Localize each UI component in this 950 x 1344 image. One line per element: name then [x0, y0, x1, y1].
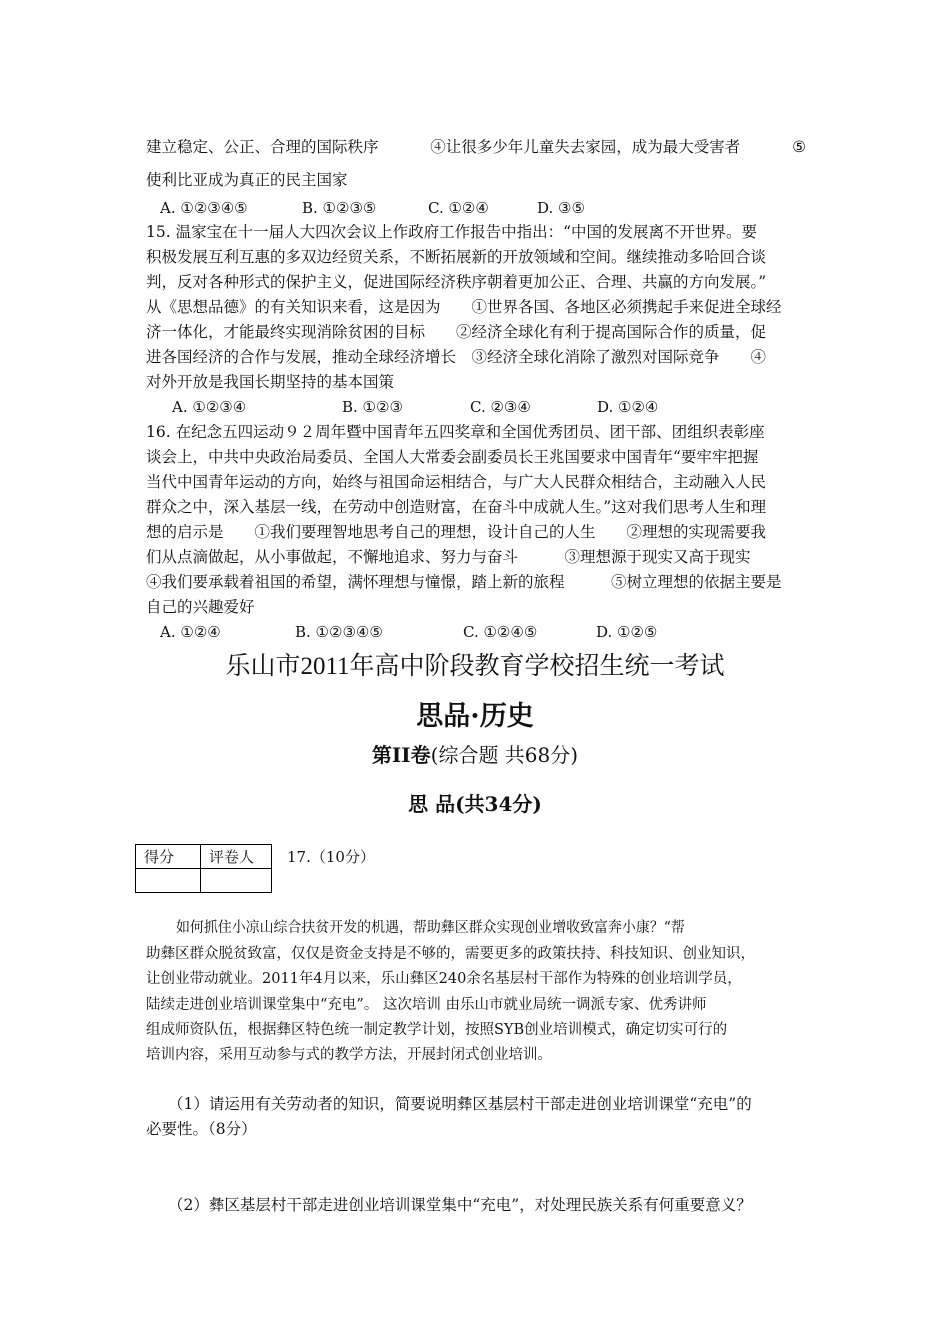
q14-option-a: A. ①②③④⑤ — [160, 199, 248, 217]
q16-option-a: A. ①②④ — [160, 623, 221, 641]
q14-line-1a: 建立稳定、公正、合理的国际秩序 — [146, 138, 379, 156]
volume-title — [0, 741, 950, 769]
q17-sub2: （2）彝区基层村干部走进创业培训课堂集中“充电”，对处理民族关系有何重要意义？ — [168, 1196, 752, 1214]
q16-line-5: 想的启示是 ①我们要理智地思考自己的理想，设计自己的人生 ②理想的实现需要我 — [146, 523, 767, 541]
score-cell[interactable] — [136, 869, 201, 893]
q17-sub1-line-2: 必要性。（8分） — [146, 1120, 257, 1138]
q17-label: 17.（10分） — [287, 848, 375, 866]
q14-line-2: 使利比亚成为真正的民主国家 — [146, 171, 348, 189]
q17-paragraph-line-3: 让创业带动就业。2011年4月以来，乐山彝区240余名基层村干部作为特殊的创业培训学员， — [146, 971, 742, 987]
q14-option-c: C. ①②④ — [428, 199, 489, 217]
volume-title-bold: 第II卷 — [371, 743, 431, 767]
q14-line-1b: ④让很多少年儿童失去家园，成为最大受害者 — [430, 138, 741, 156]
q16-option-b: B. ①②③④⑤ — [295, 623, 383, 641]
score-table — [135, 844, 272, 893]
exam-title: 乐山市2011年高中阶段教育学校招生统一考试 — [225, 653, 725, 680]
q16-line-4: 群众之中，深入基层一线，在劳动中创造财富，在奋斗中成就人生。”这对我们思考人生和理 — [146, 498, 767, 516]
q16-line-3: 当代中国青年运动的方向，始终与祖国命运相结合，与广大人民群众相结合，主动融入人民 — [146, 473, 767, 491]
grader-header: 评卷人 — [201, 845, 272, 869]
q16-line-2: 谈会上，中共中央政治局委员、全国人大常委会副委员长王兆国要求中国青年“要牢牢把握 — [146, 448, 759, 466]
subject-title: 思品·历史 — [416, 701, 534, 732]
q15-line-1: 15. 温家宝在十一届人大四次会议上作政府工作报告中指出：“中国的发展离不开世界。要 — [146, 223, 758, 241]
q15-line-5: 济一体化，才能最终实现消除贫困的目标 ②经济全球化有利于提高国际合作的质量，促 — [146, 323, 767, 341]
volume-title-rest: (综合题 共68分) — [430, 743, 579, 767]
q15-option-b: B. ①②③ — [342, 398, 403, 416]
q15-line-2: 积极发展互利互惠的多双边经贸关系，不断拓展新的开放领域和空间。继续推动多哈回合谈 — [146, 248, 767, 266]
q15-option-a: A. ①②③④ — [172, 398, 247, 416]
q15-option-d: D. ①②④ — [597, 398, 659, 416]
q17-paragraph-line-6: 培训内容，采用互动参与式的教学方法，开展封闭式创业培训。 — [146, 1047, 552, 1063]
q14-option-b: B. ①②③⑤ — [302, 199, 377, 217]
grader-cell[interactable] — [201, 869, 272, 893]
q17-paragraph-line-2: 助彝区群众脱贫致富，仅仅是资金支持是不够的，需要更多的政策扶持、科技知识、创业知识， — [146, 946, 755, 962]
score-header: 得分 — [136, 845, 201, 869]
section-title: 思 品(共34分) — [408, 792, 542, 816]
q16-line-8: 自己的兴趣爱好 — [146, 598, 255, 616]
q16-line-1: 16. 在纪念五四运动９２周年暨中国青年五四奖章和全国优秀团员、团干部、团组织表彰座 — [146, 423, 765, 441]
q17-sub1-line-1: （1）请运用有关劳动者的知识，简要说明彝区基层村干部走进创业培训课堂“充电”的 — [168, 1095, 752, 1113]
q15-line-4: 从《思想品德》的有关知识来看，这是因为 ①世界各国、各地区必须携起手来促进全球经 — [146, 298, 782, 316]
q17-paragraph-line-1: 如何抓住小凉山综合扶贫开发的机遇，帮助彝区群众实现创业增收致富奔小康？“帮 — [176, 920, 685, 936]
q14-line-1 — [146, 137, 806, 157]
q16-line-7: ④我们要承载着祖国的希望，满怀理想与憧憬，踏上新的旅程 ⑤树立理想的依据主要是 — [146, 573, 782, 591]
q15-line-3: 判，反对各种形式的保护主义，促进国际经济秩序朝着更加公正、合理、共赢的方向发展。” — [146, 273, 767, 291]
q16-option-c: C. ①②④⑤ — [463, 623, 538, 641]
q15-line-7: 对外开放是我国长期坚持的基本国策 — [146, 373, 395, 391]
q16-option-d: D. ①②⑤ — [596, 623, 658, 641]
q17-paragraph-line-5: 组成师资队伍，根据彝区特色统一制定教学计划，按照SYB创业培训模式，确定切实可行的 — [146, 1022, 728, 1038]
q14-line-1c: ⑤ — [792, 138, 806, 156]
q14-option-d: D. ③⑤ — [537, 199, 585, 217]
q17-paragraph-line-4: 陆续走进创业培训课堂集中“充电”。 这次培训 由乐山市就业局统一调派专家、优秀讲师 — [146, 997, 707, 1013]
q15-line-6: 进各国经济的合作与发展，推动全球经济增长 ③经济全球化消除了激烈对国际竞争 ④ — [146, 348, 767, 366]
q16-line-6: 们从点滴做起，从小事做起，不懈地追求、努力与奋斗 ③理想源于现实又高于现实 — [146, 548, 751, 566]
q15-option-c: C. ②③④ — [470, 398, 531, 416]
